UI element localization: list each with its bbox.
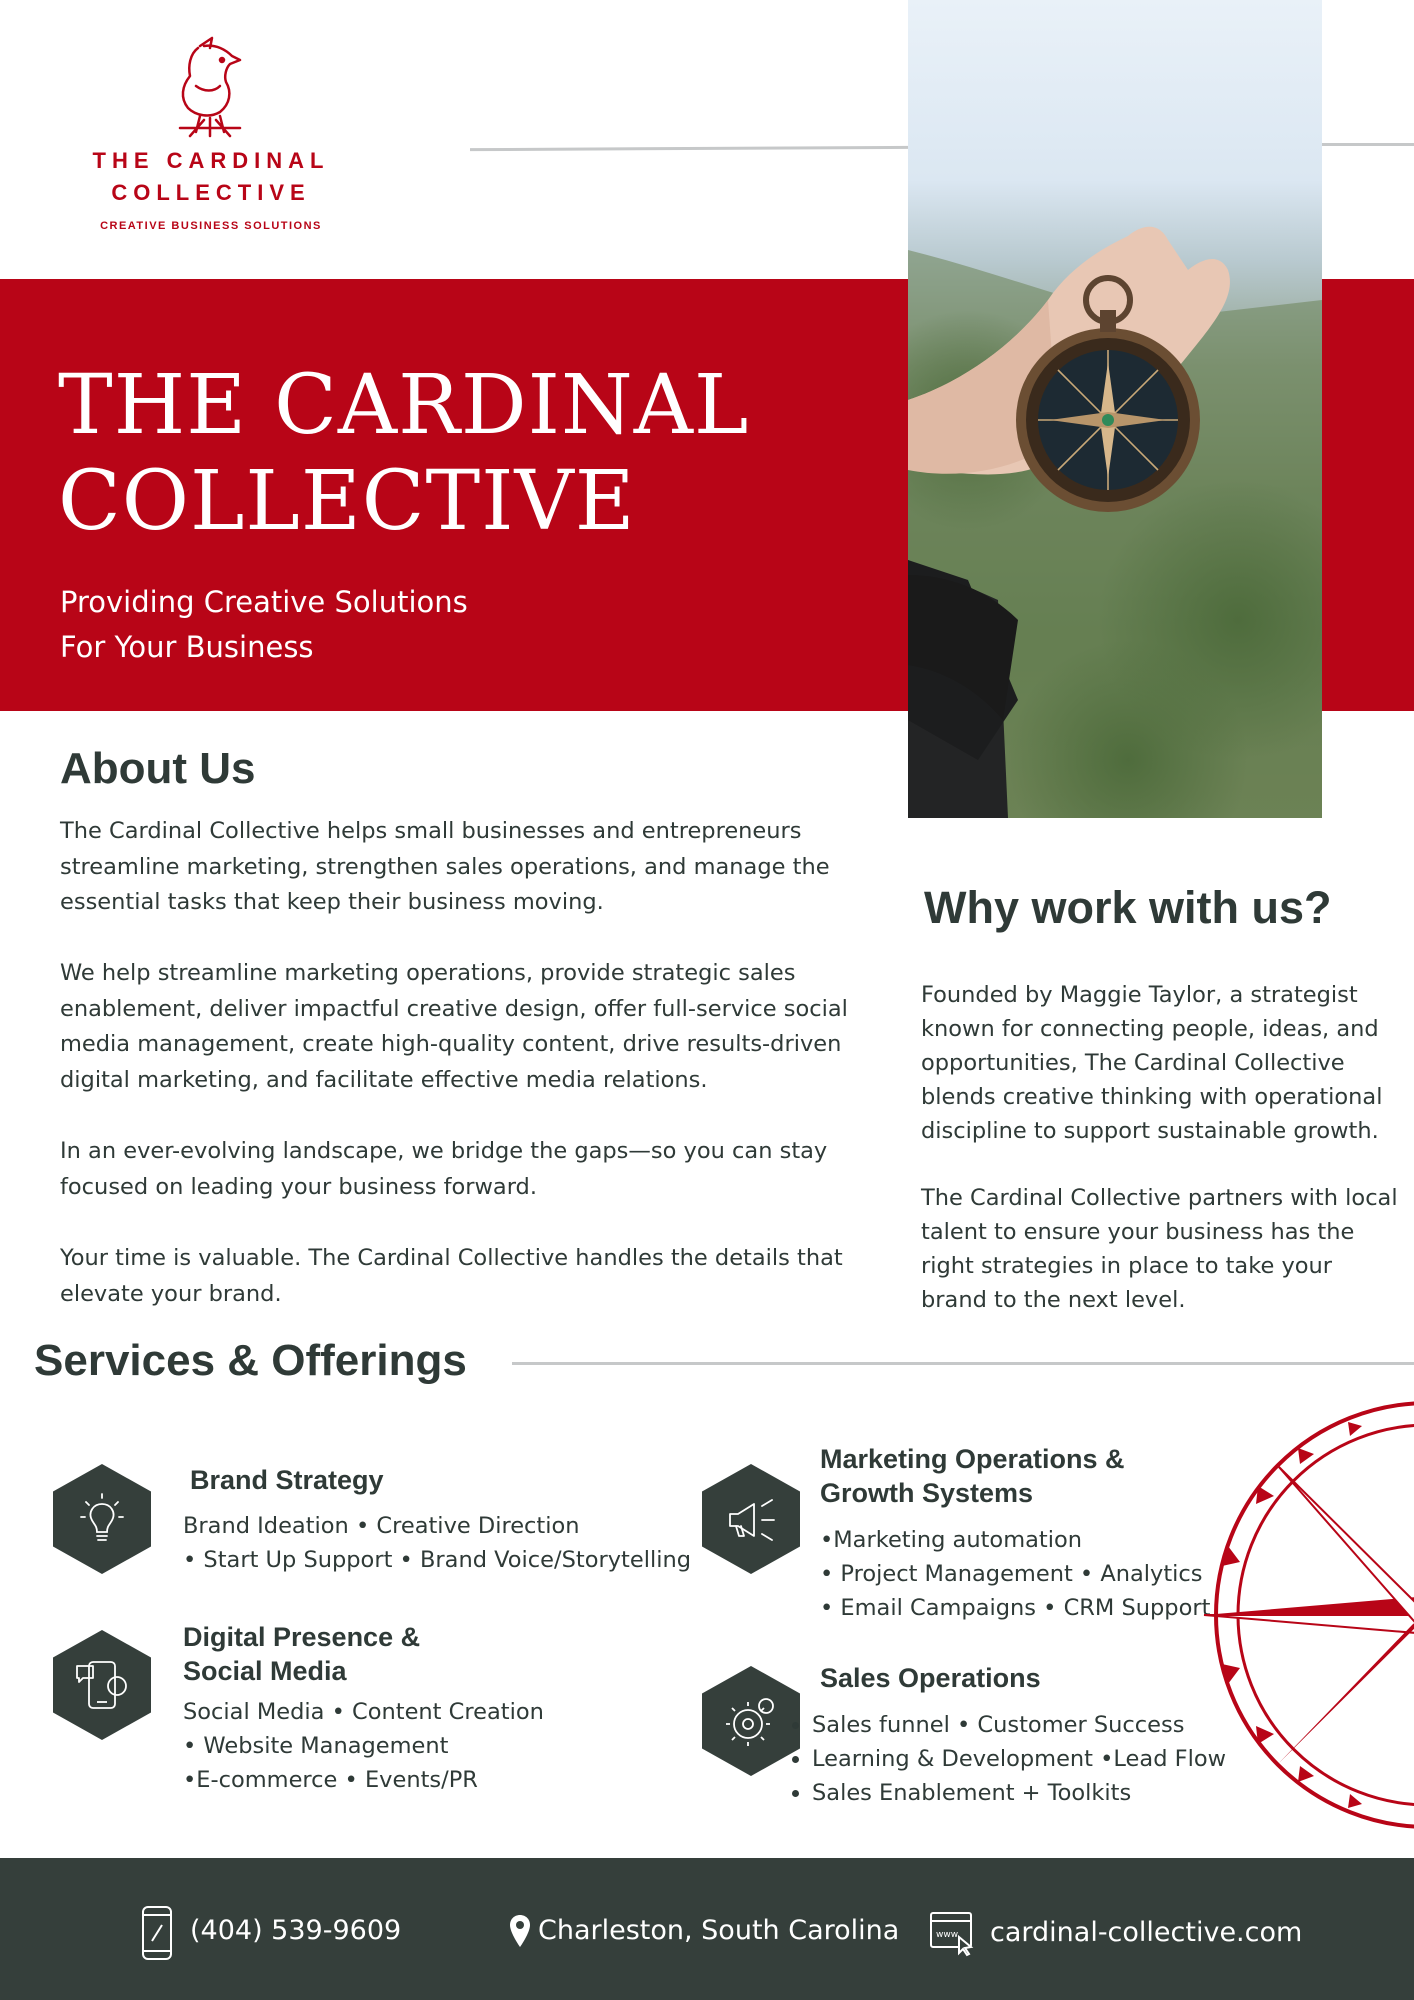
hero-subtitle-line1: Providing Creative Solutions: [60, 585, 468, 619]
about-paragraph-4: Your time is valuable. The Cardinal Collective handles the details that elevate your brand.: [60, 1245, 843, 1307]
compass-photo: [908, 0, 1322, 818]
smartphone-social-icon: [53, 1630, 151, 1740]
svg-text:www: www: [936, 1930, 959, 1940]
hero-subtitle: [60, 580, 660, 670]
header-divider: [470, 146, 910, 151]
cardinal-bird-icon: [160, 36, 260, 148]
services-divider: [512, 1362, 1414, 1365]
marketing-ops-line-3: • Email Campaigns • CRM Support: [820, 1595, 1211, 1621]
brand-strategy-line-2: • Start Up Support • Brand Voice/Storytelling: [183, 1547, 691, 1573]
about-paragraph-2: We help streamline marketing operations, provide strategic sales enablement, deliver impactful creative design, offer full-service social media management, create high-quality content, drive results-driven digital marketing, and facilitate effective media relations.: [60, 960, 848, 1093]
hero-title-line1: THE CARDINAL: [58, 358, 750, 453]
sales-ops-item-1: • Sales funnel • Customer Success: [812, 1708, 1226, 1742]
why-paragraph-1: Founded by Maggie Taylor, a strategist known for connecting people, ideas, and opportunities, The Cardinal Collective blends creative thinking with operational discipline to support sustainable growth.: [921, 982, 1383, 1144]
header-divider-right: [1322, 143, 1414, 146]
digital-presence-title-line1: Digital Presence &: [183, 1622, 421, 1652]
brand-strategy-line-1: Brand Ideation • Creative Direction: [183, 1513, 580, 1539]
services-heading: Services & Offerings: [34, 1336, 467, 1385]
about-paragraph-3: In an ever-evolving landscape, we bridge the gaps—so you can stay focused on leading your business forward.: [60, 1138, 828, 1200]
footer-phone[interactable]: (404) 539-9609: [190, 1915, 402, 1946]
digital-presence-line-1: Social Media • Content Creation: [183, 1699, 544, 1725]
logo-wordmark-line2: COLLECTIVE: [111, 180, 311, 205]
marketing-ops-title-line1: Marketing Operations &: [820, 1444, 1125, 1474]
about-heading: About Us: [60, 744, 256, 793]
compass-rose-icon: [1198, 1396, 1414, 1834]
why-heading: Why work with us?: [924, 882, 1332, 933]
footer-location: Charleston, South Carolina: [538, 1915, 900, 1946]
lightbulb-icon: [53, 1464, 151, 1574]
digital-presence-line-2: • Website Management: [183, 1733, 449, 1759]
marketing-ops-line-2: • Project Management • Analytics: [820, 1561, 1203, 1587]
why-paragraph-2: The Cardinal Collective partners with local talent to ensure your business has the right strategies in place to take your brand to the next level.: [921, 1185, 1398, 1313]
phone-icon: [140, 1905, 174, 1966]
brand-strategy-title: Brand Strategy: [190, 1465, 384, 1495]
location-pin-icon: [509, 1914, 531, 1953]
hero-subtitle-line2: For Your Business: [60, 630, 314, 664]
megaphone-icon: [702, 1464, 800, 1574]
logo-wordmark-line1: THE CARDINAL: [92, 148, 330, 173]
hero-title-line2: COLLECTIVE: [58, 454, 636, 549]
sales-ops-title: Sales Operations: [820, 1663, 1041, 1693]
digital-presence-line-3: •E-commerce • Events/PR: [183, 1767, 478, 1793]
brand-logo: [76, 36, 346, 236]
website-icon: [929, 1911, 975, 1962]
footer-website[interactable]: cardinal-collective.com: [990, 1917, 1303, 1948]
marketing-ops-title: [820, 1442, 1125, 1510]
logo-tagline: CREATIVE BUSINESS SOLUTIONS: [100, 220, 322, 232]
marketing-ops-title-line2: Growth Systems: [820, 1478, 1034, 1508]
digital-presence-title: [183, 1620, 420, 1688]
hero-title: [58, 358, 878, 550]
about-paragraph-1: The Cardinal Collective helps small businesses and entrepreneurs streamline marketing, strengthen sales operations, and manage the essential tasks that keep their business moving.: [60, 818, 830, 915]
marketing-ops-line-1: •Marketing automation: [820, 1527, 1083, 1553]
sales-ops-list: [790, 1708, 1226, 1810]
hand-holding-compass-image: [908, 0, 1322, 818]
sales-ops-item-3: • Sales Enablement + Toolkits: [812, 1776, 1226, 1810]
digital-presence-title-line2: Social Media: [183, 1656, 347, 1686]
sales-ops-item-2: • Learning & Development •Lead Flow: [812, 1742, 1226, 1776]
gear-icon: [702, 1666, 800, 1776]
